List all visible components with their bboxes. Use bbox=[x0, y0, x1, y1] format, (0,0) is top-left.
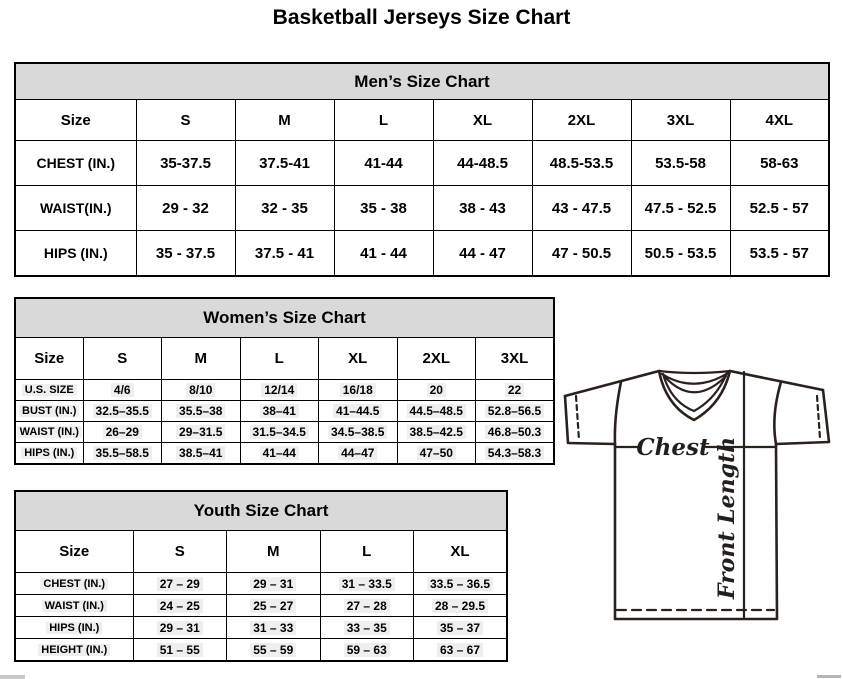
youth-table-title: Youth Size Chart bbox=[15, 491, 507, 531]
front-length-label: Front Length bbox=[714, 436, 740, 600]
value-cell: 52.8–56.5 bbox=[476, 401, 555, 422]
value-cell: 29 – 31 bbox=[133, 617, 227, 639]
row-label bbox=[15, 401, 83, 422]
value-cell: 31 – 33.5 bbox=[320, 573, 414, 595]
value-cell: 37.5 - 41 bbox=[235, 231, 334, 277]
value-cell: 33 – 35 bbox=[320, 617, 414, 639]
value-cell: 25 – 27 bbox=[227, 595, 321, 617]
value-cell: 52.5 - 57 bbox=[730, 186, 829, 231]
value-cell: 38 - 43 bbox=[433, 186, 532, 231]
value-cell: 32.5–35.5 bbox=[83, 401, 162, 422]
value-cell: 29 - 32 bbox=[136, 186, 235, 231]
value-cell: 31.5–34.5 bbox=[240, 422, 319, 443]
value-cell: 35 – 37 bbox=[414, 617, 508, 639]
header-cell: 3XL bbox=[476, 338, 555, 380]
value-cell: 54.3–58.3 bbox=[476, 443, 555, 465]
value-cell: 29 – 31 bbox=[227, 573, 321, 595]
table-row bbox=[15, 141, 829, 186]
value-cell: 44.5–48.5 bbox=[397, 401, 476, 422]
row-label: HIPS (IN.) bbox=[15, 231, 136, 277]
value-cell: 44-48.5 bbox=[433, 141, 532, 186]
value-cell: 47.5 - 52.5 bbox=[631, 186, 730, 231]
value-cell: 4/6 bbox=[83, 380, 162, 401]
value-cell: 43 - 47.5 bbox=[532, 186, 631, 231]
row-label bbox=[15, 443, 83, 465]
value-cell: 32 - 35 bbox=[235, 186, 334, 231]
table-row bbox=[15, 595, 507, 617]
value-cell: 35 - 37.5 bbox=[136, 231, 235, 277]
value-cell: 8/10 bbox=[162, 380, 241, 401]
row-label-text: WAIST (IN.) bbox=[17, 426, 82, 438]
header-cell: S bbox=[133, 531, 227, 573]
value-cell: 31 – 33 bbox=[227, 617, 321, 639]
header-cell: M bbox=[162, 338, 241, 380]
womens-size-table bbox=[14, 297, 555, 465]
row-label bbox=[15, 639, 133, 662]
table-row bbox=[15, 63, 829, 100]
table-row bbox=[15, 491, 507, 531]
row-label-text: WAIST (IN.) bbox=[42, 600, 107, 612]
jersey-left-sleeve bbox=[565, 396, 615, 444]
header-cell: 4XL bbox=[730, 100, 829, 141]
womens-table-title: Women’s Size Chart bbox=[15, 298, 554, 338]
row-label bbox=[15, 422, 83, 443]
value-cell: 59 – 63 bbox=[320, 639, 414, 662]
value-cell: 27 – 28 bbox=[320, 595, 414, 617]
value-cell: 35.5–58.5 bbox=[83, 443, 162, 465]
table-row bbox=[15, 231, 829, 277]
page-title: Basketball Jerseys Size Chart bbox=[272, 6, 571, 29]
header-cell: S bbox=[136, 100, 235, 141]
jersey-left-cuff-dashed-line bbox=[576, 396, 579, 440]
value-cell: 34.5–38.5 bbox=[319, 422, 398, 443]
value-cell: 35-37.5 bbox=[136, 141, 235, 186]
value-cell: 35.5–38 bbox=[162, 401, 241, 422]
jersey-right-cuff-dashed-line bbox=[817, 396, 820, 438]
row-label: WAIST(IN.) bbox=[15, 186, 136, 231]
row-label-text: CHEST (IN.) bbox=[40, 578, 108, 590]
table-row bbox=[15, 100, 829, 141]
table-row bbox=[15, 401, 554, 422]
value-cell: 38–41 bbox=[240, 401, 319, 422]
jersey-left-seam bbox=[615, 382, 621, 444]
header-cell: L bbox=[240, 338, 319, 380]
row-label bbox=[15, 573, 133, 595]
row-label: CHEST (IN.) bbox=[15, 141, 136, 186]
jersey-diagram bbox=[550, 358, 842, 626]
hscrollbar-thumb-right[interactable] bbox=[817, 675, 841, 678]
value-cell: 35 - 38 bbox=[334, 186, 433, 231]
row-label-text: HIPS (IN.) bbox=[46, 622, 102, 634]
header-cell: XL bbox=[319, 338, 398, 380]
header-cell: M bbox=[227, 531, 321, 573]
row-label-text: HIPS (IN.) bbox=[21, 447, 77, 459]
header-cell: Size bbox=[15, 531, 133, 573]
table-row bbox=[15, 443, 554, 465]
value-cell: 29–31.5 bbox=[162, 422, 241, 443]
value-cell: 53.5-58 bbox=[631, 141, 730, 186]
value-cell: 24 – 25 bbox=[133, 595, 227, 617]
value-cell: 28 – 29.5 bbox=[414, 595, 508, 617]
row-label bbox=[15, 380, 83, 401]
row-label-text: BUST (IN.) bbox=[19, 405, 79, 417]
value-cell: 16/18 bbox=[319, 380, 398, 401]
value-cell: 48.5-53.5 bbox=[532, 141, 631, 186]
hscrollbar-thumb-left[interactable] bbox=[0, 675, 25, 679]
value-cell: 37.5-41 bbox=[235, 141, 334, 186]
row-label-text: HEIGHT (IN.) bbox=[38, 644, 110, 656]
value-cell: 33.5 – 36.5 bbox=[414, 573, 508, 595]
value-cell: 41-44 bbox=[334, 141, 433, 186]
value-cell: 38.5–42.5 bbox=[397, 422, 476, 443]
table-row bbox=[15, 422, 554, 443]
header-cell: S bbox=[83, 338, 162, 380]
mens-table-title: Men’s Size Chart bbox=[15, 63, 829, 100]
jersey-body bbox=[615, 444, 777, 619]
header-cell: Size bbox=[15, 338, 83, 380]
header-cell: M bbox=[235, 100, 334, 141]
jersey-right-sleeve bbox=[776, 390, 829, 444]
value-cell: 44 - 47 bbox=[433, 231, 532, 277]
header-cell: L bbox=[334, 100, 433, 141]
table-row bbox=[15, 531, 507, 573]
value-cell: 41–44 bbox=[240, 443, 319, 465]
header-cell: 2XL bbox=[397, 338, 476, 380]
table-row bbox=[15, 639, 507, 662]
mens-size-table bbox=[14, 62, 830, 277]
value-cell: 50.5 - 53.5 bbox=[631, 231, 730, 277]
youth-size-table bbox=[14, 490, 508, 662]
row-label bbox=[15, 617, 133, 639]
header-cell: XL bbox=[433, 100, 532, 141]
row-label-text: U.S. SIZE bbox=[22, 384, 77, 396]
value-cell: 58-63 bbox=[730, 141, 829, 186]
chest-label: Chest bbox=[636, 434, 710, 461]
value-cell: 44–47 bbox=[319, 443, 398, 465]
value-cell: 22 bbox=[476, 380, 555, 401]
value-cell: 63 – 67 bbox=[414, 639, 508, 662]
value-cell: 41 - 44 bbox=[334, 231, 433, 277]
value-cell: 12/14 bbox=[240, 380, 319, 401]
header-cell: 2XL bbox=[532, 100, 631, 141]
header-cell: 3XL bbox=[631, 100, 730, 141]
table-row bbox=[15, 338, 554, 380]
value-cell: 46.8–50.3 bbox=[476, 422, 555, 443]
value-cell: 55 – 59 bbox=[227, 639, 321, 662]
value-cell: 26–29 bbox=[83, 422, 162, 443]
row-label bbox=[15, 595, 133, 617]
header-cell: L bbox=[320, 531, 414, 573]
value-cell: 53.5 - 57 bbox=[730, 231, 829, 277]
value-cell: 41–44.5 bbox=[319, 401, 398, 422]
value-cell: 47 - 50.5 bbox=[532, 231, 631, 277]
value-cell: 27 – 29 bbox=[133, 573, 227, 595]
table-row bbox=[15, 617, 507, 639]
value-cell: 38.5–41 bbox=[162, 443, 241, 465]
jersey-right-seam bbox=[774, 382, 781, 444]
header-cell: Size bbox=[15, 100, 136, 141]
table-row bbox=[15, 573, 507, 595]
header-cell: XL bbox=[414, 531, 508, 573]
table-row bbox=[15, 380, 554, 401]
value-cell: 47–50 bbox=[397, 443, 476, 465]
value-cell: 20 bbox=[397, 380, 476, 401]
table-row bbox=[15, 298, 554, 338]
value-cell: 51 – 55 bbox=[133, 639, 227, 662]
table-row bbox=[15, 186, 829, 231]
